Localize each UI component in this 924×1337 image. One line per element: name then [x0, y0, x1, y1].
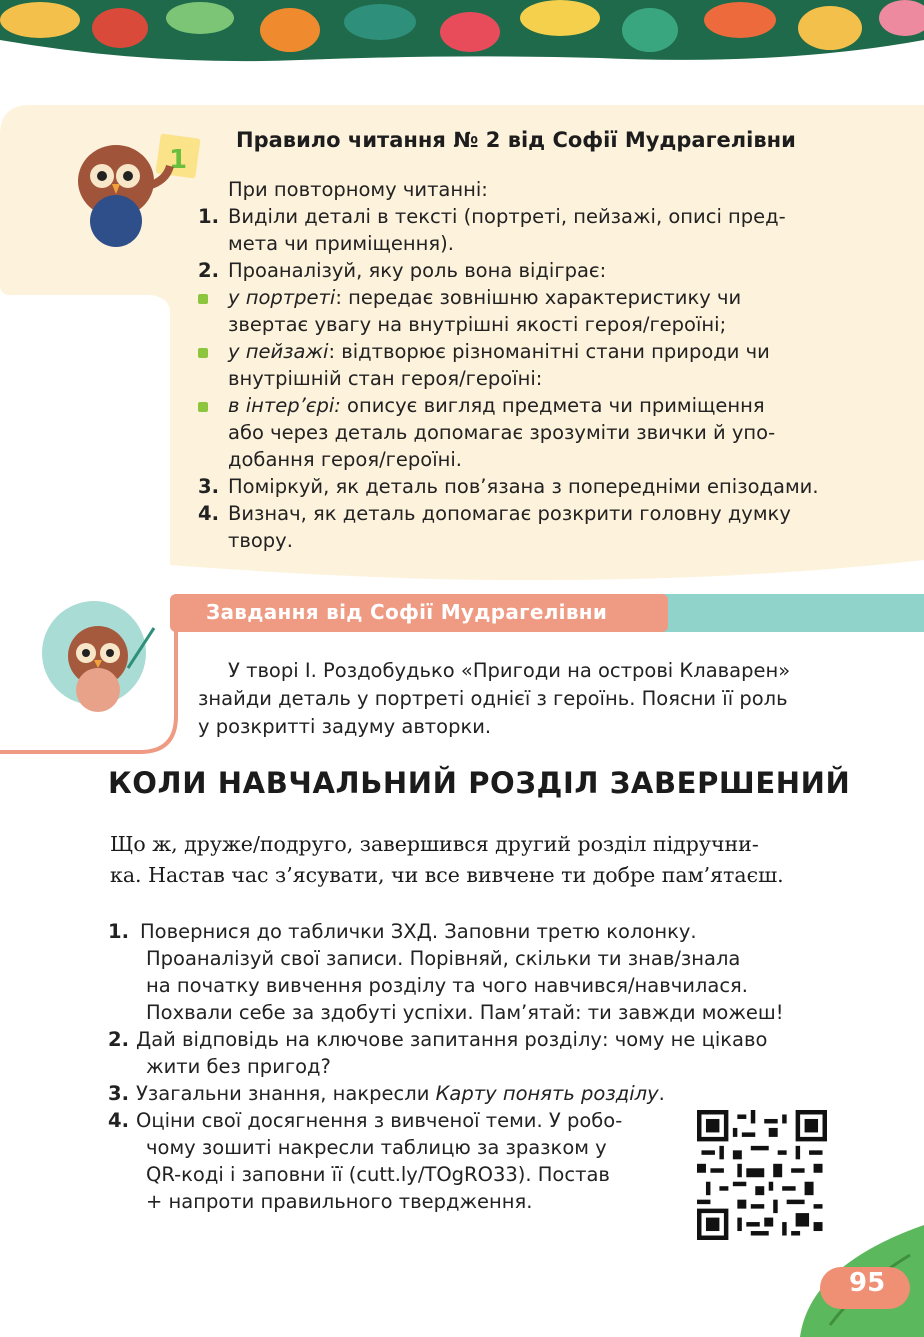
green-bullet	[198, 402, 208, 412]
card-number: 1	[169, 145, 188, 175]
bullet-text: добання героя/героїні.	[228, 448, 462, 471]
task-title: Завдання від Софії Мудрагелівни	[206, 600, 608, 624]
task-text-line: У творі І. Роздобудько «Пригоди на острові Клаварен»	[228, 659, 791, 682]
section-intro-line: Що ж, друже/подруго, завершився другий розділ підручни-	[110, 832, 759, 856]
green-bullet	[198, 348, 208, 358]
list-item-text: QR-коді і заповни її (cutt.ly/TOgRO33). Постав	[146, 1163, 610, 1186]
bullet-text: внутрішній стан героя/героїні:	[228, 367, 543, 390]
rule-item-number: 1.	[198, 205, 219, 228]
list-item-number: 4.	[108, 1109, 129, 1132]
bullet-text: описує вигляд предмета чи приміщення	[340, 394, 765, 417]
rule-item-text: мета чи приміщення).	[228, 232, 454, 255]
list-text-part: Узагальни знання, накресли	[136, 1082, 436, 1105]
bullet-term: в інтер’єрі:	[228, 394, 341, 417]
bullet-term: у портреті	[228, 286, 336, 309]
list-item-text	[136, 1080, 834, 1107]
list-item-text: Повернися до таблички ЗХД. Заповни третю колонку.	[140, 920, 697, 943]
rule-item-text: Визнач, як деталь допомагає розкрити головну думку	[228, 502, 791, 525]
bullet-text: : відтворює різноманітні стани природи чи	[328, 340, 770, 363]
rule-item-number: 3.	[198, 475, 219, 498]
list-item-text: Оціни свої досягнення з вивченої теми. У робо-	[136, 1109, 623, 1132]
bullet-portrait	[228, 284, 833, 311]
rule-item-text: Поміркуй, як деталь пов’язана з попередніми епізодами.	[228, 475, 819, 498]
rule-item-text: Проаналізуй, яку роль вона відіграє:	[228, 259, 607, 282]
bullet-text: звертає увагу на внутрішні якості героя/героїні;	[228, 313, 727, 336]
rule-item-number: 2.	[198, 259, 219, 282]
page-number: 95	[849, 1268, 886, 1298]
rule-intro: При повторному читанні:	[228, 178, 488, 201]
bullet-interior	[228, 392, 833, 419]
green-bullet	[198, 294, 208, 304]
rule-title: Правило читання № 2 від Софії Мудрагелівни	[236, 128, 796, 152]
owl-teacher-illustration	[36, 598, 166, 718]
list-item-text: Проаналізуй свої записи. Порівняй, скільки ти знав/знала	[146, 947, 741, 970]
list-item-text: жити без пригод?	[146, 1055, 331, 1078]
bullet-landscape	[228, 338, 833, 365]
list-item-number: 2.	[108, 1028, 129, 1051]
list-text-emphasis: Карту понять розділу	[435, 1082, 659, 1105]
list-item-number: 1.	[108, 920, 129, 943]
list-item-text: + напроти правильного твердження.	[146, 1190, 533, 1213]
list-item-text: чому зошиті накресли таблицю за зразком у	[146, 1136, 607, 1159]
bullet-text: : передає зовнішню характеристику чи	[335, 286, 742, 309]
floral-header-decoration	[0, 0, 924, 62]
rule-item-text: твору.	[228, 529, 293, 552]
section-heading: КОЛИ НАВЧАЛЬНИЙ РОЗДІЛ ЗАВЕРШЕНИЙ	[108, 766, 851, 800]
list-item-text: Дай відповідь на ключове запитання розділу: чому не цікаво	[136, 1028, 768, 1051]
qr-code[interactable]	[697, 1110, 827, 1240]
list-item-text: Похвали себе за здобуті успіхи. Пам’ятай: ти завжди можеш!	[146, 1001, 784, 1024]
bullet-term: у пейзажі	[228, 340, 329, 363]
owl-with-card-illustration	[66, 126, 206, 251]
section-intro-line: ка. Настав час з’ясувати, чи все вивчене ти добре пам’ятаєш.	[110, 863, 784, 887]
list-item-text: на початку вивчення розділу та чого навчився/навчилася.	[146, 974, 748, 997]
rule-item-text: Виділи деталі в тексті (портреті, пейзажі, описі пред-	[228, 205, 786, 228]
task-text-line: знайди деталь у портреті однієї з героїнь. Поясни її роль	[198, 687, 788, 710]
bullet-text: або через деталь допомагає зрозуміти звички й упо-	[228, 421, 776, 444]
task-text-line: у розкритті задуму авторки.	[198, 715, 492, 738]
list-text-part: .	[658, 1082, 665, 1105]
list-item-number: 3.	[108, 1082, 129, 1105]
rule-item-number: 4.	[198, 502, 219, 525]
